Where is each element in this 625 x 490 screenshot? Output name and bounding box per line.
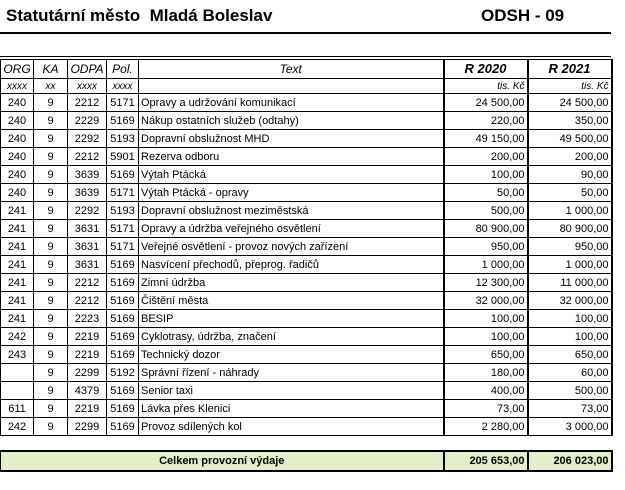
total-r2021[interactable]: 206 023,00 xyxy=(528,451,612,471)
cell-pol[interactable]: 5171 xyxy=(107,184,139,202)
cell-r2021[interactable]: 3 000,00 xyxy=(528,418,612,436)
budget-table-container xyxy=(0,59,625,472)
cell-ka[interactable]: 9 xyxy=(34,292,68,310)
units-row xyxy=(1,79,612,94)
cell-r2020[interactable]: 220,00 xyxy=(444,112,528,130)
cell-odpa[interactable]: 2219 xyxy=(68,400,107,418)
cell-pol[interactable]: 5169 xyxy=(107,346,139,364)
cell-odpa[interactable]: 2212 xyxy=(68,274,107,292)
cell-odpa[interactable]: 2219 xyxy=(68,328,107,346)
cell-text[interactable]: Zimní údržba xyxy=(139,274,444,292)
cell-r2021[interactable]: 650,00 xyxy=(528,346,612,364)
cell-text[interactable]: Opravy a udržování komunikací xyxy=(139,94,444,112)
spacer-cell[interactable] xyxy=(107,436,139,452)
cell-text[interactable]: Nákup ostatních služeb (odtahy) xyxy=(139,112,444,130)
header-divider xyxy=(0,56,611,57)
cell-r2020[interactable]: 50,00 xyxy=(444,184,528,202)
spacer-cell[interactable] xyxy=(139,436,444,452)
unit-org[interactable]: xxxx xyxy=(1,79,34,94)
cell-r2020[interactable]: 1 000,00 xyxy=(444,256,528,274)
cell-r2021[interactable]: 11 000,00 xyxy=(528,274,612,292)
cell-text[interactable]: BESIP xyxy=(139,310,444,328)
unit-text[interactable] xyxy=(139,79,444,94)
cell-org[interactable]: 243 xyxy=(1,346,34,364)
cell-org[interactable]: 611 xyxy=(1,400,34,418)
col-header-text[interactable]: Text xyxy=(139,60,444,79)
cell-r2020[interactable]: 80 900,00 xyxy=(444,220,528,238)
cell-ka[interactable]: 9 xyxy=(34,238,68,256)
cell-odpa[interactable]: 3631 xyxy=(68,256,107,274)
table-row xyxy=(1,400,612,418)
spacer-cell[interactable] xyxy=(528,436,612,452)
cell-ka[interactable]: 9 xyxy=(34,274,68,292)
cell-pol[interactable]: 5171 xyxy=(107,220,139,238)
cell-org[interactable]: 240 xyxy=(1,148,34,166)
table-row xyxy=(1,364,612,382)
cell-odpa[interactable]: 2212 xyxy=(68,148,107,166)
cell-odpa[interactable]: 2292 xyxy=(68,202,107,220)
cell-org[interactable]: 241 xyxy=(1,256,34,274)
cell-odpa[interactable]: 3639 xyxy=(68,166,107,184)
cell-pol[interactable]: 5171 xyxy=(107,94,139,112)
cell-org[interactable] xyxy=(1,382,34,400)
cell-text[interactable]: Dopravní obslužnost MHD xyxy=(139,130,444,148)
cell-ka[interactable]: 9 xyxy=(34,310,68,328)
cell-org[interactable]: 240 xyxy=(1,166,34,184)
col-header-org[interactable]: ORG xyxy=(1,60,34,79)
cell-ka[interactable]: 9 xyxy=(34,184,68,202)
cell-odpa[interactable]: 2299 xyxy=(68,364,107,382)
cell-pol[interactable]: 5169 xyxy=(107,166,139,184)
cell-odpa[interactable]: 2212 xyxy=(68,94,107,112)
cell-r2020[interactable]: 950,00 xyxy=(444,238,528,256)
cell-r2020[interactable]: 73,00 xyxy=(444,400,528,418)
cell-text[interactable]: Lávka přes Klenici xyxy=(139,400,444,418)
cell-org[interactable]: 240 xyxy=(1,184,34,202)
table-row xyxy=(1,202,612,220)
cell-pol[interactable]: 5901 xyxy=(107,148,139,166)
cell-ka[interactable]: 9 xyxy=(34,220,68,238)
cell-text[interactable]: Senior taxi xyxy=(139,382,444,400)
table-row xyxy=(1,328,612,346)
unit-odpa[interactable]: xxxx xyxy=(68,79,107,94)
cell-ka[interactable]: 9 xyxy=(34,148,68,166)
cell-org[interactable]: 242 xyxy=(1,418,34,436)
cell-r2021[interactable]: 350,00 xyxy=(528,112,612,130)
cell-org[interactable]: 242 xyxy=(1,328,34,346)
cell-text[interactable]: Opravy a údržba veřejného osvětlení xyxy=(139,220,444,238)
total-label[interactable]: Celkem provozní výdaje xyxy=(1,451,444,471)
cell-odpa[interactable]: 2299 xyxy=(68,418,107,436)
spacer-cell[interactable] xyxy=(34,436,68,452)
unit-pol[interactable]: xxxx xyxy=(107,79,139,94)
cell-r2021[interactable]: 1 000,00 xyxy=(528,202,612,220)
cell-text[interactable]: Cyklotrasy, údržba, značení xyxy=(139,328,444,346)
cell-org[interactable]: 240 xyxy=(1,130,34,148)
spacer-row xyxy=(1,436,612,452)
unit-ka[interactable]: xx xyxy=(34,79,68,94)
cell-pol[interactable]: 5169 xyxy=(107,418,139,436)
cell-r2021[interactable]: 50,00 xyxy=(528,184,612,202)
cell-odpa[interactable]: 2223 xyxy=(68,310,107,328)
cell-r2020[interactable]: 49 150,00 xyxy=(444,130,528,148)
cell-r2021[interactable]: 100,00 xyxy=(528,328,612,346)
cell-r2020[interactable]: 500,00 xyxy=(444,202,528,220)
cell-r2020[interactable]: 200,00 xyxy=(444,148,528,166)
cell-odpa[interactable]: 2219 xyxy=(68,346,107,364)
cell-pol[interactable]: 5169 xyxy=(107,310,139,328)
cell-org[interactable]: 241 xyxy=(1,220,34,238)
cell-org[interactable]: 240 xyxy=(1,112,34,130)
col-header-odpa[interactable]: ODPA xyxy=(68,60,107,79)
cell-r2020[interactable]: 650,00 xyxy=(444,346,528,364)
cell-ka[interactable]: 9 xyxy=(34,130,68,148)
cell-r2020[interactable]: 400,00 xyxy=(444,382,528,400)
cell-pol[interactable]: 5169 xyxy=(107,400,139,418)
cell-ka[interactable]: 9 xyxy=(34,400,68,418)
cell-pol[interactable]: 5193 xyxy=(107,202,139,220)
table-row xyxy=(1,184,612,202)
spacer-cell[interactable] xyxy=(1,436,34,452)
cell-r2020[interactable]: 24 500,00 xyxy=(444,94,528,112)
cell-r2021[interactable]: 32 000,00 xyxy=(528,292,612,310)
cell-r2020[interactable]: 100,00 xyxy=(444,328,528,346)
cell-org[interactable]: 241 xyxy=(1,274,34,292)
table-row xyxy=(1,346,612,364)
cell-r2021[interactable]: 24 500,00 xyxy=(528,94,612,112)
cell-r2021[interactable]: 100,00 xyxy=(528,310,612,328)
cell-ka[interactable]: 9 xyxy=(34,256,68,274)
cell-r2021[interactable]: 500,00 xyxy=(528,382,612,400)
cell-ka[interactable]: 9 xyxy=(34,364,68,382)
table-row xyxy=(1,112,612,130)
table-row xyxy=(1,130,612,148)
cell-r2021[interactable]: 1 000,00 xyxy=(528,256,612,274)
cell-text[interactable]: Dopravní obslužnost meziměstská xyxy=(139,202,444,220)
cell-org[interactable]: 241 xyxy=(1,292,34,310)
cell-r2020[interactable]: 2 280,00 xyxy=(444,418,528,436)
cell-ka[interactable]: 9 xyxy=(34,382,68,400)
cell-org[interactable]: 240 xyxy=(1,94,34,112)
cell-pol[interactable]: 5169 xyxy=(107,274,139,292)
cell-r2021[interactable]: 200,00 xyxy=(528,148,612,166)
cell-org[interactable] xyxy=(1,364,34,382)
table-row xyxy=(1,166,612,184)
cell-r2020[interactable]: 12 300,00 xyxy=(444,274,528,292)
cell-text[interactable]: Výtah Ptácká - opravy xyxy=(139,184,444,202)
cell-pol[interactable]: 5171 xyxy=(107,238,139,256)
cell-text[interactable]: Provoz sdílených kol xyxy=(139,418,444,436)
cell-pol[interactable]: 5169 xyxy=(107,292,139,310)
cell-text[interactable]: Čištění města xyxy=(139,292,444,310)
table-row xyxy=(1,274,612,292)
total-r2020[interactable]: 205 653,00 xyxy=(444,451,528,471)
col-header-ka[interactable]: KA xyxy=(34,60,68,79)
cell-org[interactable]: 241 xyxy=(1,238,34,256)
cell-ka[interactable]: 9 xyxy=(34,328,68,346)
col-header-r2020[interactable]: R 2020 xyxy=(444,60,528,79)
cell-r2021[interactable]: 49 500,00 xyxy=(528,130,612,148)
cell-odpa[interactable]: 2229 xyxy=(68,112,107,130)
cell-text[interactable]: Výtah Ptácká xyxy=(139,166,444,184)
cell-pol[interactable]: 5169 xyxy=(107,112,139,130)
cell-text[interactable]: Rezerva odboru xyxy=(139,148,444,166)
unit-r2020[interactable]: tis. Kč xyxy=(444,79,528,94)
cell-pol[interactable]: 5192 xyxy=(107,364,139,382)
cell-r2021[interactable]: 73,00 xyxy=(528,400,612,418)
cell-org[interactable]: 241 xyxy=(1,310,34,328)
cell-text[interactable]: Technický dozor xyxy=(139,346,444,364)
spacer-cell[interactable] xyxy=(444,436,528,452)
table-row xyxy=(1,256,612,274)
cell-ka[interactable]: 9 xyxy=(34,166,68,184)
cell-odpa[interactable]: 4379 xyxy=(68,382,107,400)
table-row xyxy=(1,310,612,328)
cell-odpa[interactable]: 3631 xyxy=(68,220,107,238)
column-header-row xyxy=(1,60,612,79)
cell-ka[interactable]: 9 xyxy=(34,94,68,112)
spacer-cell[interactable] xyxy=(68,436,107,452)
cell-ka[interactable]: 9 xyxy=(34,202,68,220)
cell-ka[interactable]: 9 xyxy=(34,346,68,364)
department-code: ODSH - 09 xyxy=(481,6,565,25)
cell-ka[interactable]: 9 xyxy=(34,112,68,130)
cell-r2021[interactable]: 80 900,00 xyxy=(528,220,612,238)
cell-r2021[interactable]: 90,00 xyxy=(528,166,612,184)
col-header-pol[interactable]: Pol. xyxy=(107,60,139,79)
cell-r2020[interactable]: 180,00 xyxy=(444,364,528,382)
cell-pol[interactable]: 5169 xyxy=(107,328,139,346)
cell-r2020[interactable]: 100,00 xyxy=(444,310,528,328)
cell-pol[interactable]: 5193 xyxy=(107,130,139,148)
table-row xyxy=(1,220,612,238)
cell-r2021[interactable]: 60,00 xyxy=(528,364,612,382)
cell-pol[interactable]: 5169 xyxy=(107,382,139,400)
table-row xyxy=(1,418,612,436)
cell-text[interactable]: Správní řízení - náhrady xyxy=(139,364,444,382)
title-divider xyxy=(0,32,611,34)
cell-odpa[interactable]: 2292 xyxy=(68,130,107,148)
cell-odpa[interactable]: 2212 xyxy=(68,292,107,310)
cell-odpa[interactable]: 3639 xyxy=(68,184,107,202)
table-row xyxy=(1,292,612,310)
cell-org[interactable]: 241 xyxy=(1,202,34,220)
cell-r2020[interactable]: 32 000,00 xyxy=(444,292,528,310)
cell-text[interactable]: Veřejné osvětlení - provoz nových zařízení xyxy=(139,238,444,256)
table-row xyxy=(1,238,612,256)
col-header-r2021[interactable]: R 2021 xyxy=(528,60,612,79)
total-row xyxy=(1,451,612,471)
table-row xyxy=(1,148,612,166)
cell-ka[interactable]: 9 xyxy=(34,418,68,436)
cell-pol[interactable]: 5169 xyxy=(107,256,139,274)
table-row xyxy=(1,382,612,400)
unit-r2021[interactable]: tis. Kč xyxy=(528,79,612,94)
cell-text[interactable]: Nasvícení přechodů, přeprog. řadičů xyxy=(139,256,444,274)
cell-r2020[interactable]: 100,00 xyxy=(444,166,528,184)
cell-odpa[interactable]: 3631 xyxy=(68,238,107,256)
budget-table xyxy=(0,59,613,472)
table-row xyxy=(1,94,612,112)
page-title: Statutární město Mladá Boleslav xyxy=(6,6,273,25)
cell-r2021[interactable]: 950,00 xyxy=(528,238,612,256)
